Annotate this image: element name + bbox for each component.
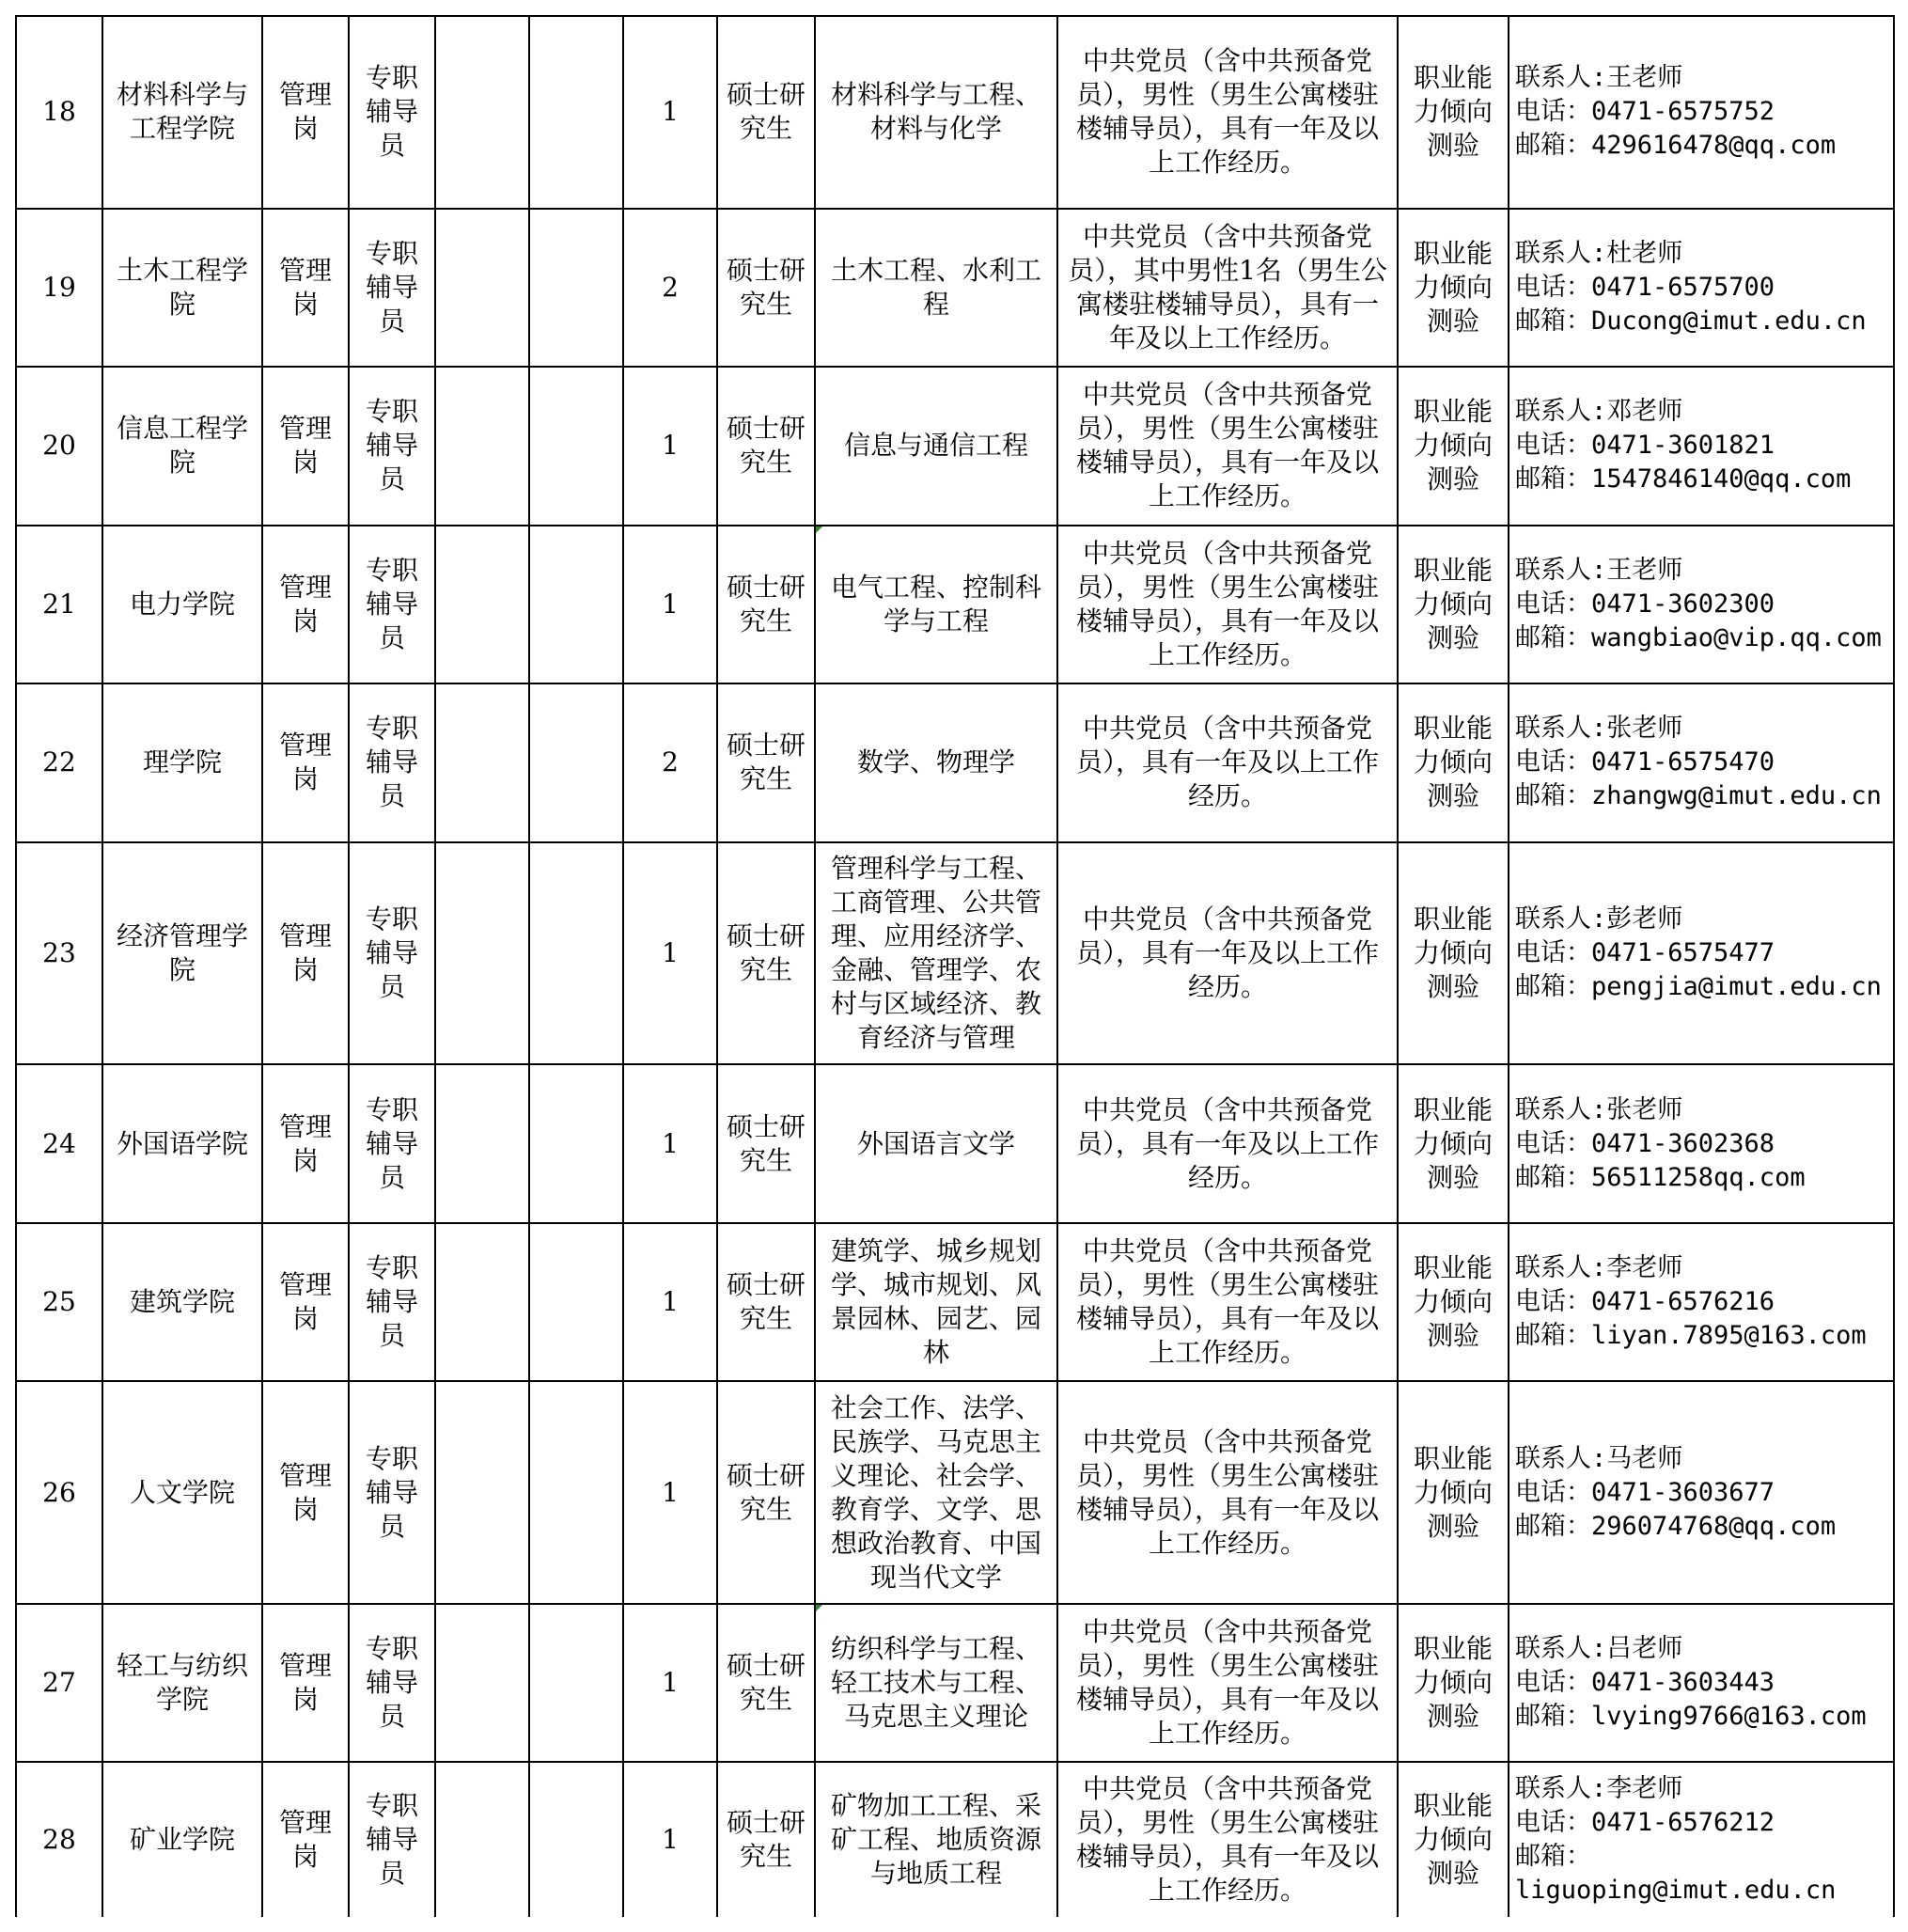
post-type-cell: 管理岗 (262, 683, 349, 842)
contact-person: 联系人:王老师 (1515, 63, 1683, 93)
table-row (16, 842, 1894, 1065)
requirements-cell: 中共党员（含中共预备党员），男性（男生公寓楼驻楼辅导员），具有一年及以上工作经历。 (1057, 1604, 1398, 1763)
table-row (16, 1604, 1894, 1763)
degree-cell: 硕士研究生 (717, 1604, 815, 1763)
contact-email-line (1515, 1161, 1891, 1195)
empty-cell (435, 1762, 529, 1917)
college-cell: 材料科学与工程学院 (102, 16, 262, 209)
post-type-cell: 管理岗 (262, 1762, 349, 1917)
majors-cell: 电气工程、控制科学与工程 (815, 526, 1057, 684)
contact-email-line (1515, 970, 1891, 1004)
contact-email[interactable]: lvying9766@163.com (1591, 1702, 1867, 1732)
empty-cell (435, 1381, 529, 1604)
college-cell: 土木工程学院 (102, 209, 262, 368)
headcount-cell: 2 (623, 683, 717, 842)
post-type-cell: 管理岗 (262, 1223, 349, 1382)
contact-person: 联系人:吕老师 (1515, 1634, 1683, 1664)
empty-cell (529, 1381, 623, 1604)
contact-email-line (1515, 129, 1891, 163)
majors-cell: 管理科学与工程、工商管理、公共管理、应用经济学、金融、管理学、农村与区域经济、教育经济与管理 (815, 842, 1057, 1065)
contact-email[interactable]: 1547846140@qq.com (1591, 464, 1852, 495)
college-cell: 理学院 (102, 683, 262, 842)
headcount-cell: 1 (623, 1223, 717, 1382)
degree-cell: 硕士研究生 (717, 683, 815, 842)
contact-email[interactable]: liguoping@imut.edu.cn (1515, 1876, 1837, 1906)
degree-cell: 硕士研究生 (717, 1223, 815, 1382)
headcount-cell: 1 (623, 1604, 717, 1763)
college-cell: 信息工程学院 (102, 367, 262, 526)
contact-person: 联系人:张老师 (1515, 1094, 1683, 1124)
contact-email-label: 邮箱： (1515, 1842, 1591, 1872)
majors-cell: 矿物加工工程、采矿工程、地质资源与地质工程 (815, 1762, 1057, 1917)
exam-cell: 职业能力倾向测验 (1398, 209, 1509, 368)
contact-phone: 电话：0471-6575700 (1515, 272, 1775, 302)
requirements-cell: 中共党员（含中共预备党员），男性（男生公寓楼驻楼辅导员），具有一年及以上工作经历。 (1057, 526, 1398, 684)
contact-cell (1509, 842, 1894, 1065)
majors-cell: 外国语言文学 (815, 1064, 1057, 1223)
table-row (16, 367, 1894, 526)
contact-cell (1509, 1381, 1894, 1604)
headcount-cell: 1 (623, 1762, 717, 1917)
empty-cell (529, 367, 623, 526)
contact-email[interactable]: Ducong@imut.edu.cn (1591, 306, 1867, 336)
contact-email-line (1515, 1319, 1891, 1353)
row-number-cell: 21 (16, 526, 102, 684)
contact-email-line (1515, 779, 1891, 813)
empty-cell (435, 209, 529, 368)
row-number-cell: 24 (16, 1064, 102, 1223)
requirements-cell: 中共党员（含中共预备党员），男性（男生公寓楼驻楼辅导员），具有一年及以上工作经历。 (1057, 1381, 1398, 1604)
post-type-cell: 管理岗 (262, 526, 349, 684)
row-number-cell: 20 (16, 367, 102, 526)
row-number-cell: 25 (16, 1223, 102, 1382)
empty-cell (435, 1604, 529, 1763)
contact-email[interactable]: 296074768@qq.com (1591, 1511, 1837, 1541)
degree-cell: 硕士研究生 (717, 16, 815, 209)
empty-cell (529, 1762, 623, 1917)
contact-email-label: 邮箱： (1515, 1702, 1591, 1732)
position-cell: 专职辅导员 (349, 16, 435, 209)
contact-cell (1509, 16, 1894, 209)
empty-cell (529, 842, 623, 1065)
empty-cell (529, 1223, 623, 1382)
contact-cell (1509, 1762, 1894, 1917)
contact-email-line (1515, 621, 1891, 655)
post-type-cell: 管理岗 (262, 209, 349, 368)
row-number-cell: 28 (16, 1762, 102, 1917)
contact-email-label: 邮箱： (1515, 131, 1591, 161)
contact-phone: 电话：0471-6575752 (1515, 97, 1775, 127)
contact-person: 联系人:王老师 (1515, 555, 1683, 585)
contact-person: 联系人:马老师 (1515, 1443, 1683, 1473)
post-type-cell: 管理岗 (262, 16, 349, 209)
college-cell: 人文学院 (102, 1381, 262, 1604)
college-cell: 外国语学院 (102, 1064, 262, 1223)
contact-email[interactable]: liyan.7895@163.com (1591, 1321, 1867, 1351)
majors-cell: 数学、物理学 (815, 683, 1057, 842)
exam-cell: 职业能力倾向测验 (1398, 1064, 1509, 1223)
contact-email-label: 邮箱： (1515, 306, 1591, 336)
headcount-cell: 1 (623, 842, 717, 1065)
position-cell: 专职辅导员 (349, 1064, 435, 1223)
empty-cell (529, 16, 623, 209)
table-row (16, 1762, 1894, 1917)
requirements-cell: 中共党员（含中共预备党员），男性（男生公寓楼驻楼辅导员），具有一年及以上工作经历。 (1057, 367, 1398, 526)
empty-cell (435, 526, 529, 684)
contact-email[interactable]: 429616478@qq.com (1591, 131, 1837, 161)
degree-cell: 硕士研究生 (717, 1064, 815, 1223)
exam-cell: 职业能力倾向测验 (1398, 1762, 1509, 1917)
contact-email-line (1515, 463, 1891, 496)
empty-cell (435, 16, 529, 209)
table-row (16, 1064, 1894, 1223)
position-cell: 专职辅导员 (349, 842, 435, 1065)
contact-email-line (1515, 1510, 1891, 1544)
headcount-cell: 2 (623, 209, 717, 368)
contact-email-label: 邮箱： (1515, 971, 1591, 1001)
empty-cell (529, 526, 623, 684)
contact-cell (1509, 1604, 1894, 1763)
position-cell: 专职辅导员 (349, 1381, 435, 1604)
contact-phone: 电话：0471-6575470 (1515, 747, 1775, 778)
exam-cell: 职业能力倾向测验 (1398, 367, 1509, 526)
exam-cell: 职业能力倾向测验 (1398, 16, 1509, 209)
table-row (16, 209, 1894, 368)
majors-cell: 材料科学与工程、材料与化学 (815, 16, 1057, 209)
exam-cell: 职业能力倾向测验 (1398, 683, 1509, 842)
majors-cell: 土木工程、水利工程 (815, 209, 1057, 368)
exam-cell: 职业能力倾向测验 (1398, 1604, 1509, 1763)
contact-email[interactable]: zhangwg@imut.edu.cn (1591, 781, 1882, 811)
requirements-cell: 中共党员（含中共预备党员），男性（男生公寓楼驻楼辅导员），具有一年及以上工作经历。 (1057, 1762, 1398, 1917)
post-type-cell: 管理岗 (262, 1381, 349, 1604)
contact-email-line (1515, 1840, 1891, 1908)
contact-cell (1509, 1223, 1894, 1382)
exam-cell: 职业能力倾向测验 (1398, 842, 1509, 1065)
contact-phone: 电话：0471-3601821 (1515, 431, 1775, 461)
contact-email-line (1515, 305, 1891, 338)
contact-email-label: 邮箱： (1515, 1162, 1591, 1192)
table-row (16, 683, 1894, 842)
contact-cell (1509, 526, 1894, 684)
post-type-cell: 管理岗 (262, 842, 349, 1065)
degree-cell: 硕士研究生 (717, 526, 815, 684)
majors-cell: 社会工作、法学、民族学、马克思主义理论、社会学、教育学、文学、思想政治教育、中国现当代文学 (815, 1381, 1057, 1604)
empty-cell (529, 209, 623, 368)
table-row (16, 1381, 1894, 1604)
contact-phone: 电话：0471-6575477 (1515, 937, 1775, 967)
majors-cell: 纺织科学与工程、轻工技术与工程、马克思主义理论 (815, 1604, 1057, 1763)
contact-phone: 电话：0471-3603677 (1515, 1477, 1775, 1507)
empty-cell (435, 1223, 529, 1382)
position-cell: 专职辅导员 (349, 1762, 435, 1917)
degree-cell: 硕士研究生 (717, 842, 815, 1065)
table-row (16, 1223, 1894, 1382)
exam-cell: 职业能力倾向测验 (1398, 526, 1509, 684)
contact-cell (1509, 209, 1894, 368)
contact-email[interactable]: wangbiao@vip.qq.com (1591, 622, 1882, 652)
row-number-cell: 26 (16, 1381, 102, 1604)
empty-cell (435, 683, 529, 842)
headcount-cell: 1 (623, 367, 717, 526)
requirements-cell: 中共党员（含中共预备党员），具有一年及以上工作经历。 (1057, 1064, 1398, 1223)
contact-email-line (1515, 1700, 1891, 1734)
contact-person: 联系人:张老师 (1515, 714, 1683, 744)
requirements-cell: 中共党员（含中共预备党员），具有一年及以上工作经历。 (1057, 842, 1398, 1065)
contact-email-label: 邮箱： (1515, 781, 1591, 811)
contact-cell (1509, 1064, 1894, 1223)
table-body (16, 16, 1894, 1917)
contact-person: 联系人:邓老师 (1515, 397, 1683, 427)
headcount-cell: 1 (623, 16, 717, 209)
headcount-cell: 1 (623, 526, 717, 684)
contact-phone: 电话：0471-3603443 (1515, 1668, 1775, 1698)
position-cell: 专职辅导员 (349, 209, 435, 368)
empty-cell (529, 1064, 623, 1223)
majors-cell: 信息与通信工程 (815, 367, 1057, 526)
position-cell: 专职辅导员 (349, 526, 435, 684)
position-cell: 专职辅导员 (349, 683, 435, 842)
headcount-cell: 1 (623, 1381, 717, 1604)
position-cell: 专职辅导员 (349, 1223, 435, 1382)
college-cell: 轻工与纺织学院 (102, 1604, 262, 1763)
degree-cell: 硕士研究生 (717, 367, 815, 526)
row-number-cell: 27 (16, 1604, 102, 1763)
contact-person: 联系人:杜老师 (1515, 238, 1683, 268)
contact-email[interactable]: 56511258qq.com (1591, 1162, 1806, 1192)
contact-email-label: 邮箱： (1515, 1511, 1591, 1541)
row-number-cell: 22 (16, 683, 102, 842)
position-cell: 专职辅导员 (349, 367, 435, 526)
table-row (16, 526, 1894, 684)
requirements-cell: 中共党员（含中共预备党员），其中男性1名（男生公寓楼驻楼辅导员），具有一年及以上工作经历。 (1057, 209, 1398, 368)
row-number-cell: 23 (16, 842, 102, 1065)
row-number-cell: 19 (16, 209, 102, 368)
table-row (16, 16, 1894, 209)
degree-cell: 硕士研究生 (717, 1762, 815, 1917)
contact-email-label: 邮箱： (1515, 622, 1591, 652)
contact-phone: 电话：0471-6576216 (1515, 1287, 1775, 1317)
college-cell: 矿业学院 (102, 1762, 262, 1917)
majors-cell: 建筑学、城乡规划学、城市规划、风景园林、园艺、园林 (815, 1223, 1057, 1382)
row-number-cell: 18 (16, 16, 102, 209)
degree-cell: 硕士研究生 (717, 209, 815, 368)
college-cell: 电力学院 (102, 526, 262, 684)
requirements-cell: 中共党员（含中共预备党员），具有一年及以上工作经历。 (1057, 683, 1398, 842)
contact-person: 联系人:李老师 (1515, 1774, 1683, 1804)
empty-cell (435, 842, 529, 1065)
requirements-cell: 中共党员（含中共预备党员），男性（男生公寓楼驻楼辅导员），具有一年及以上工作经历。 (1057, 16, 1398, 209)
contact-cell (1509, 683, 1894, 842)
college-cell: 建筑学院 (102, 1223, 262, 1382)
requirements-cell: 中共党员（含中共预备党员），男性（男生公寓楼驻楼辅导员），具有一年及以上工作经历。 (1057, 1223, 1398, 1382)
empty-cell (435, 1064, 529, 1223)
post-type-cell: 管理岗 (262, 1064, 349, 1223)
exam-cell: 职业能力倾向测验 (1398, 1381, 1509, 1604)
empty-cell (529, 683, 623, 842)
contact-cell (1509, 367, 1894, 526)
headcount-cell: 1 (623, 1064, 717, 1223)
contact-email-label: 邮箱： (1515, 464, 1591, 495)
contact-person: 联系人:李老师 (1515, 1253, 1683, 1283)
contact-email[interactable]: pengjia@imut.edu.cn (1591, 971, 1882, 1001)
empty-cell (529, 1604, 623, 1763)
position-cell: 专职辅导员 (349, 1604, 435, 1763)
empty-cell (435, 367, 529, 526)
contact-phone: 电话：0471-3602368 (1515, 1128, 1775, 1158)
degree-cell: 硕士研究生 (717, 1381, 815, 1604)
contact-person: 联系人:彭老师 (1515, 903, 1683, 934)
contact-email-label: 邮箱： (1515, 1321, 1591, 1351)
college-cell: 经济管理学院 (102, 842, 262, 1065)
post-type-cell: 管理岗 (262, 1604, 349, 1763)
exam-cell: 职业能力倾向测验 (1398, 1223, 1509, 1382)
contact-phone: 电话：0471-3602300 (1515, 589, 1775, 619)
post-type-cell: 管理岗 (262, 367, 349, 526)
recruitment-table (15, 15, 1895, 1917)
contact-phone: 电话：0471-6576212 (1515, 1808, 1775, 1838)
